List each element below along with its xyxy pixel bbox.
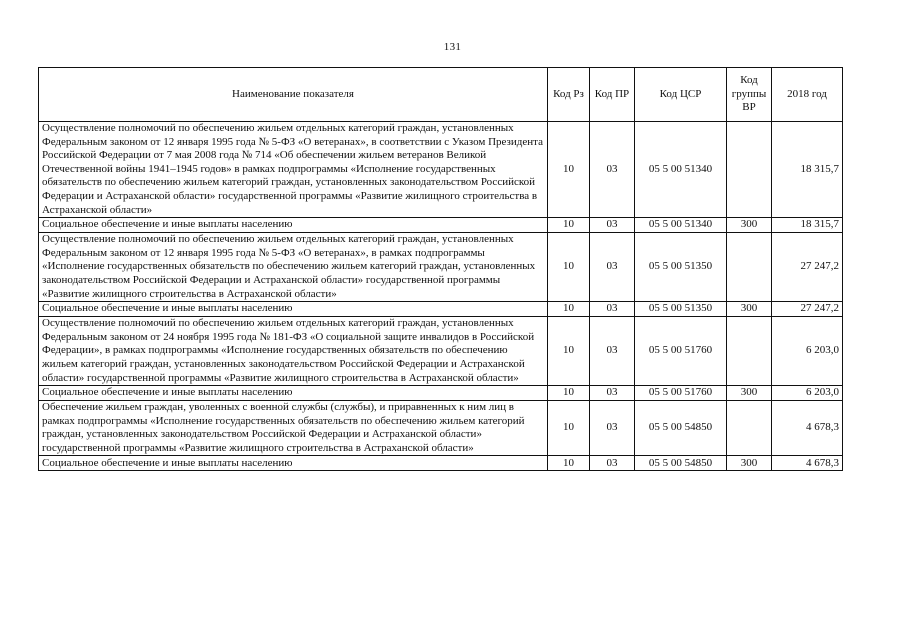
table-row — [39, 317, 843, 386]
row-rz: 10 — [548, 122, 590, 218]
row-vr — [727, 233, 772, 302]
row-vr: 300 — [727, 456, 772, 471]
row-pr: 03 — [590, 456, 635, 471]
row-name: Осуществление полномочий по обеспечению жильем отдельных категорий граждан, установленных Федеральным законом от 24 ноября 1995 года № 181-ФЗ «О социальной защите инвалидов в Российской Федерации», в рамках подпрограммы «Исполнение государственных обязательств по обеспечению жильем категорий граждан, установленных законодательством Российской Федерации и Астраханской области» государственной программы «Развитие жилищного строительства в Астраханской области» — [39, 317, 548, 386]
row-pr: 03 — [590, 317, 635, 386]
table-row — [39, 122, 843, 218]
row-csr: 05 5 00 51340 — [635, 218, 727, 233]
row-sum: 18 315,7 — [772, 122, 843, 218]
row-rz: 10 — [548, 317, 590, 386]
row-csr: 05 5 00 51760 — [635, 386, 727, 401]
row-csr: 05 5 00 51350 — [635, 233, 727, 302]
row-vr — [727, 401, 772, 456]
row-name: Осуществление полномочий по обеспечению жильем отдельных категорий граждан, установленных Федеральным законом от 12 января 1995 года № 5-ФЗ «О ветеранах», в рамках подпрограммы «Исполнение государственных обязательств по обеспечению жильем категорий граждан, установленных законодательством Российской Федерации и Астраханской области» государственной программы «Развитие жилищного строительства в Астраханской области» — [39, 233, 548, 302]
row-vr: 300 — [727, 302, 772, 317]
row-name: Социальное обеспечение и иные выплаты населению — [39, 456, 548, 471]
row-rz: 10 — [548, 302, 590, 317]
row-sum: 4 678,3 — [772, 456, 843, 471]
page-number: 131 — [443, 41, 462, 53]
row-name: Социальное обеспечение и иные выплаты населению — [39, 302, 548, 317]
budget-table — [38, 67, 843, 471]
row-pr: 03 — [590, 233, 635, 302]
header-rz: Код Рз — [548, 68, 590, 122]
row-name: Социальное обеспечение и иные выплаты населению — [39, 218, 548, 233]
header-pr: Код ПР — [590, 68, 635, 122]
header-name: Наименование показателя — [39, 68, 548, 122]
row-sum: 6 203,0 — [772, 386, 843, 401]
row-pr: 03 — [590, 302, 635, 317]
table-row — [39, 386, 843, 401]
row-vr: 300 — [727, 218, 772, 233]
row-rz: 10 — [548, 456, 590, 471]
row-sum: 18 315,7 — [772, 218, 843, 233]
row-name: Осуществление полномочий по обеспечению жильем отдельных категорий граждан, установленных Федеральным законом от 12 января 1995 года № 5-ФЗ «О ветеранах», в соответствии с Указом Президента Российской Федерации от 7 мая 2008 года № 714 «Об обеспечении жильем ветеранов Великой Отечественной войны 1941–1945 годов» в рамках подпрограммы «Исполнение государственных обязательств по обеспечению жильем категорий граждан, установленных законодательством Российской Федерации и Астраханской области» государственной программы «Развитие жилищного строительства в Астраханской области» — [39, 122, 548, 218]
row-rz: 10 — [548, 233, 590, 302]
row-csr: 05 5 00 51760 — [635, 317, 727, 386]
row-sum: 4 678,3 — [772, 401, 843, 456]
header-sum: 2018 год — [772, 68, 843, 122]
row-rz: 10 — [548, 218, 590, 233]
table-row — [39, 218, 843, 233]
row-vr — [727, 317, 772, 386]
row-csr: 05 5 00 51340 — [635, 122, 727, 218]
row-csr: 05 5 00 54850 — [635, 401, 727, 456]
row-csr: 05 5 00 54850 — [635, 456, 727, 471]
row-name: Обеспечение жильем граждан, уволенных с военной службы (службы), и приравненных к ним лиц в рамках подпрограммы «Исполнение государственных обязательств по обеспечению жильем категорий граждан, установленных законодательством Российской Федерации и Астраханской области» государственной программы «Развитие жилищного строительства в Астраханской области» — [39, 401, 548, 456]
row-vr — [727, 122, 772, 218]
row-name: Социальное обеспечение и иные выплаты населению — [39, 386, 548, 401]
table-row — [39, 456, 843, 471]
row-pr: 03 — [590, 122, 635, 218]
row-pr: 03 — [590, 401, 635, 456]
table-row — [39, 233, 843, 302]
header-csr: Код ЦСР — [635, 68, 727, 122]
row-vr: 300 — [727, 386, 772, 401]
table-row — [39, 401, 843, 456]
table-row — [39, 302, 843, 317]
row-sum: 6 203,0 — [772, 317, 843, 386]
row-sum: 27 247,2 — [772, 302, 843, 317]
header-vr: Код группы ВР — [727, 68, 772, 122]
row-rz: 10 — [548, 386, 590, 401]
row-pr: 03 — [590, 218, 635, 233]
row-rz: 10 — [548, 401, 590, 456]
row-csr: 05 5 00 51350 — [635, 302, 727, 317]
row-pr: 03 — [590, 386, 635, 401]
table-header-row — [39, 68, 843, 122]
row-sum: 27 247,2 — [772, 233, 843, 302]
